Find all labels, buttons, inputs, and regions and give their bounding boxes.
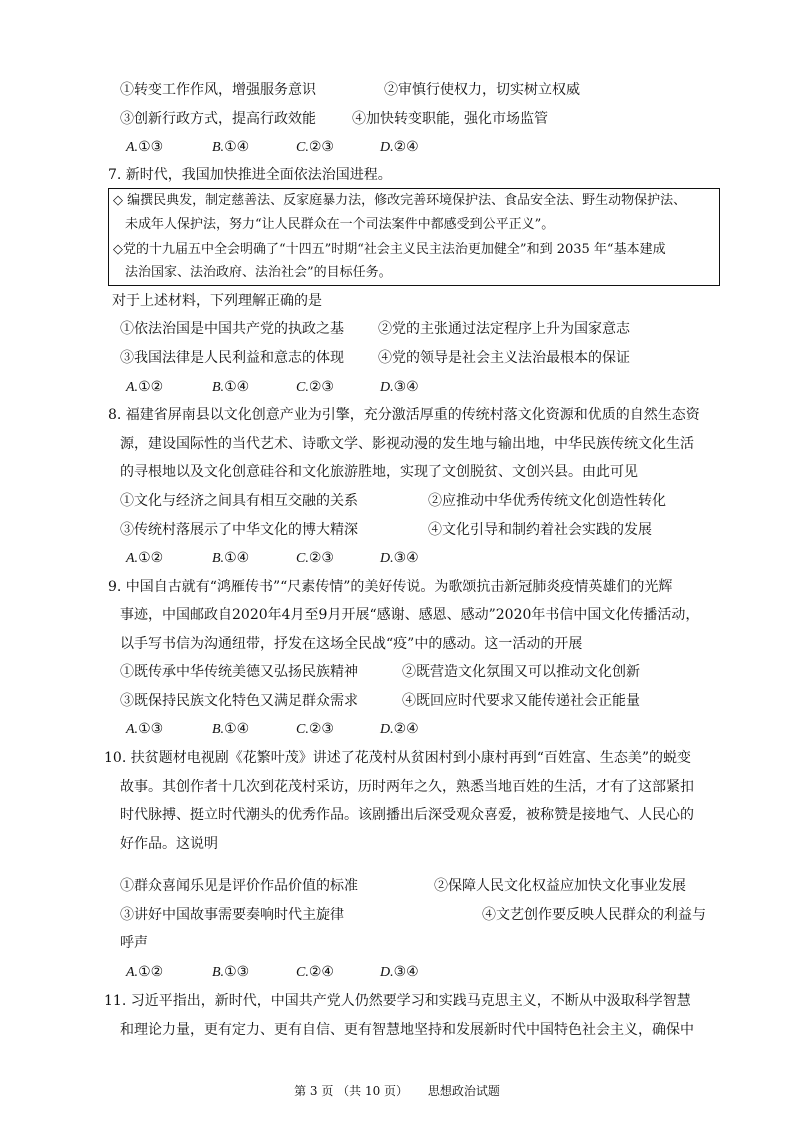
q10-stem-line-1: 10. 扶贫题材电视剧《花繁叶茂》讲述了花茂村从贫困村到小康村再到“百姓富、生态美”的蜕变 bbox=[104, 750, 692, 766]
q10-answer-a: A.①② bbox=[126, 964, 164, 980]
q8-option-2: ②应推动中华优秀传统文化创造性转化 bbox=[428, 493, 666, 509]
q7-material-line-1: ◇ 编撰民典发，制定慈善法、反家庭暴力法，修改完善环境保护法、食品安全法、野生动物保护法、 bbox=[113, 193, 687, 208]
q10-stem-line-2: 故事。其创作者十几次到花茂村采访，历时两年之久，熟悉当地百姓的生活，才有了这部紧扣 bbox=[120, 779, 694, 795]
q7-stem: 7. 新时代，我国加快推进全面依法治国进程。 bbox=[108, 167, 392, 183]
q7-option-4: ④党的领导是社会主义法治最根本的保证 bbox=[378, 350, 630, 366]
q8-option-1: ①文化与经济之间具有相互交融的关系 bbox=[120, 493, 358, 509]
q10-option-1: ①群众喜闻乐见是评价作品价值的标准 bbox=[120, 878, 358, 894]
q7-answer-d: D.③④ bbox=[380, 379, 419, 395]
q9-stem-line-2: 事迹，中国邮政自2020年4月至9月开展“感谢、感恩、感动”2020年书信中国文化传播活动， bbox=[120, 607, 700, 623]
q8-stem-line-2: 源，建设国际性的当代艺术、诗歌文学、影视动漫的发生地与输出地，中华民族传统文化生活 bbox=[120, 436, 694, 452]
page-footer bbox=[0, 1083, 794, 1099]
q6-option-1: ①转变工作作风，增强服务意识 bbox=[120, 82, 316, 98]
q7-material-box bbox=[108, 188, 720, 286]
q9-answer-d: D.②④ bbox=[380, 721, 419, 737]
q10-answer-b: B.①③ bbox=[212, 964, 250, 980]
q9-option-1: ①既传承中华传统美德又弘扬民族精神 bbox=[120, 664, 358, 680]
q9-option-2: ②既营造文化氛围又可以推动文化创新 bbox=[402, 664, 640, 680]
q9-option-4: ④既回应时代要求又能传递社会正能量 bbox=[402, 693, 640, 709]
q9-option-3: ③既保持民族文化特色又满足群众需求 bbox=[120, 693, 358, 709]
q9-stem-line-3: 以手写书信为沟通纽带，抒发在这场全民战“疫”中的感动。这一活动的开展 bbox=[120, 636, 583, 652]
q6-option-3: ③创新行政方式，提高行政效能 bbox=[120, 111, 316, 127]
q10-option-4: ④文艺创作要反映人民群众的利益与 bbox=[482, 907, 706, 923]
q6-answer-c: C.②③ bbox=[296, 139, 334, 155]
q11-stem-line-2: 和理论力量，更有定力、更有自信、更有智慧地坚持和发展新时代中国特色社会主义，确保中 bbox=[120, 1022, 694, 1038]
q10-stem-line-4: 好作品。这说明 bbox=[120, 836, 218, 852]
q10-option-3: ③讲好中国故事需要奏响时代主旋律 bbox=[120, 907, 344, 923]
q9-answer-a: A.①③ bbox=[126, 721, 164, 737]
q6-option-4: ④加快转变职能，强化市场监管 bbox=[352, 111, 548, 127]
subject-name: 思想政治试题 bbox=[427, 1084, 500, 1098]
q8-answer-c: C.②③ bbox=[296, 550, 334, 566]
q7-material-line-4: 法治国家、法治政府、法治社会”的目标任务。 bbox=[125, 265, 392, 280]
q6-answer-b: B.①④ bbox=[212, 139, 250, 155]
q8-stem-line-3: 的寻根地以及文化创意硅谷和文化旅游胜地，实现了文创脱贫、文创兴县。由此可见 bbox=[120, 464, 638, 480]
q7-option-3: ③我国法律是人民利益和意志的体现 bbox=[120, 350, 344, 366]
q8-option-3: ③传统村落展示了中华文化的博大精深 bbox=[120, 522, 358, 538]
q10-stem-line-3: 时代脉搏、挺立时代潮头的优秀作品。该剧播出后深受观众喜爱，被称赞是接地气、人民心的 bbox=[120, 807, 694, 823]
q11-stem-line-1: 11. 习近平指出，新时代，中国共产党人仍然要学习和实践马克思主义，不断从中汲取科学智慧 bbox=[104, 993, 691, 1009]
q7-answer-c: C.②③ bbox=[296, 379, 334, 395]
q7-question: 对于上述材料，下列理解正确的是 bbox=[112, 293, 322, 309]
q8-option-4: ④文化引导和制约着社会实践的发展 bbox=[428, 522, 652, 538]
q8-stem-line-1: 8. 福建省屏南县以文化创意产业为引擎，充分激活厚重的传统村落文化资源和优质的自然生态资 bbox=[108, 407, 700, 423]
q8-answer-a: A.①② bbox=[126, 550, 164, 566]
q9-answer-c: C.②③ bbox=[296, 721, 334, 737]
q8-answer-d: D.③④ bbox=[380, 550, 419, 566]
page-number: 第 3 页 （共 10 页） bbox=[294, 1084, 409, 1098]
q7-answer-a: A.①② bbox=[126, 379, 164, 395]
q6-answer-d: D.②④ bbox=[380, 139, 419, 155]
q10-option-4-cont: 呼声 bbox=[120, 935, 148, 951]
q8-answer-b: B.①④ bbox=[212, 550, 250, 566]
q9-answer-b: B.①④ bbox=[212, 721, 250, 737]
q9-stem-line-1: 9. 中国自古就有“鸿雁传书”“尺素传情”的美好传说。为歌颂抗击新冠肺炎疫情英雄们的光辉 bbox=[108, 579, 673, 595]
q6-answer-a: A.①③ bbox=[126, 139, 164, 155]
q10-answer-c: C.②④ bbox=[296, 964, 334, 980]
q7-option-1: ①依法治国是中国共产党的执政之基 bbox=[120, 321, 344, 337]
q7-material-line-2: 未成年人保护法，努力“让人民群众在一个司法案件中都感受到公平正义”。 bbox=[125, 217, 555, 232]
q10-option-2: ②保障人民文化权益应加快文化事业发展 bbox=[434, 878, 686, 894]
q7-material-line-3: ◇党的十九届五中全会明确了“十四五”时期“社会主义民主法治更加健全”和到 2035 年“基本建成 bbox=[113, 242, 666, 257]
q6-option-2: ②审慎行使权力，切实树立权威 bbox=[384, 82, 580, 98]
q7-option-2: ②党的主张通过法定程序上升为国家意志 bbox=[378, 321, 630, 337]
q10-answer-d: D.③④ bbox=[380, 964, 419, 980]
q7-answer-b: B.①④ bbox=[212, 379, 250, 395]
